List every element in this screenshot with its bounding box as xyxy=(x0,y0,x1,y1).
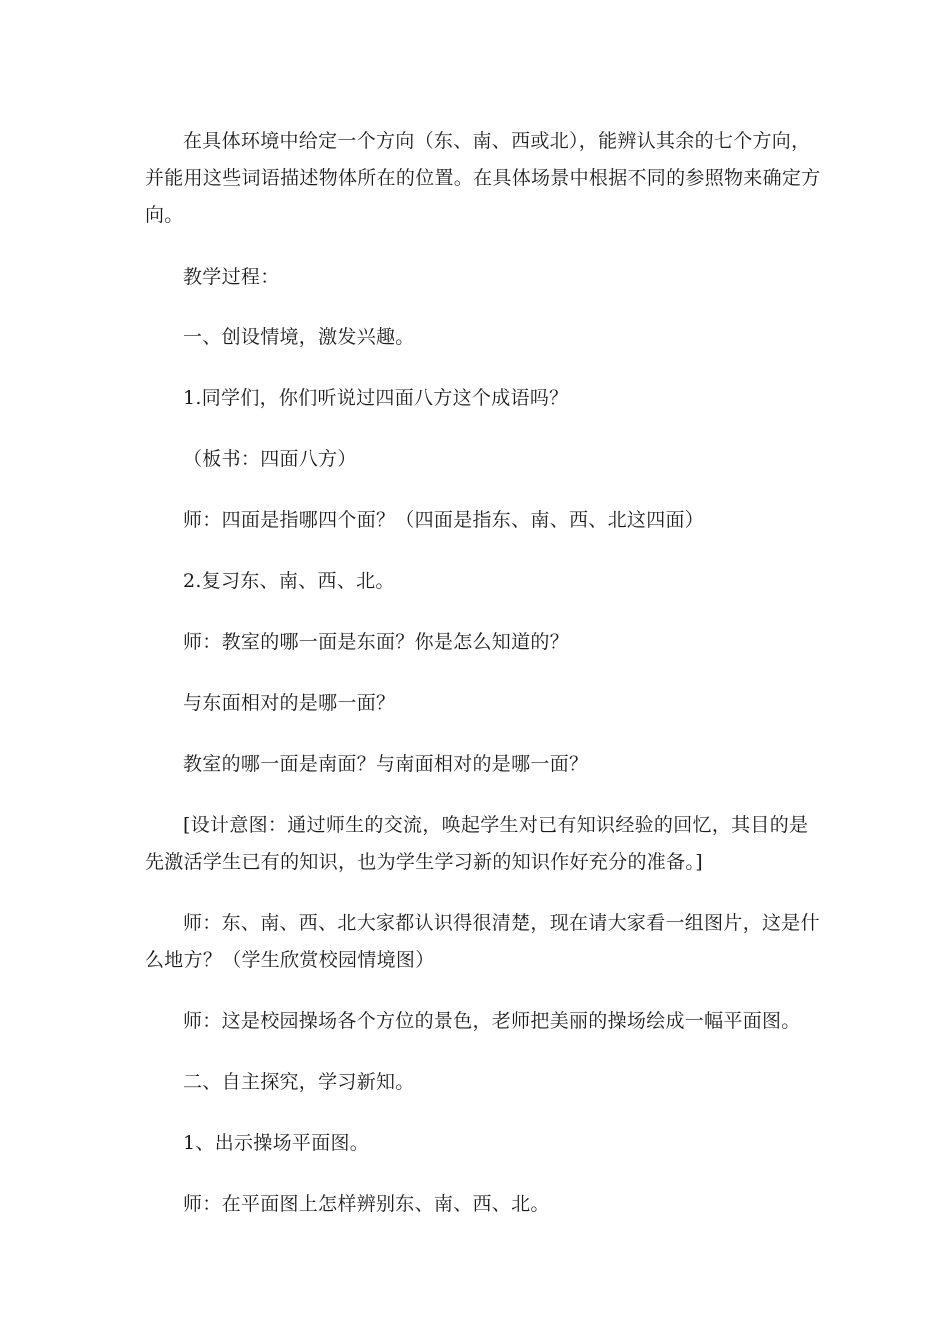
text-line: 师：东、南、西、北大家都认识得很清楚，现在请大家看一组图片，这是什 xyxy=(183,912,820,934)
text-line: 与东面相对的是哪一面？ xyxy=(183,692,396,714)
paragraph xyxy=(145,563,815,600)
paragraph xyxy=(145,624,815,661)
paragraph xyxy=(145,1186,815,1223)
paragraph xyxy=(145,441,815,478)
paragraph-design-intent xyxy=(145,807,815,881)
paragraph xyxy=(145,1125,815,1162)
text-line: 并能用这些词语描述物体所在的位置。在具体场景中根据不同的参照物来确定方 xyxy=(145,167,821,189)
text-line: 教学过程： xyxy=(183,266,280,288)
section-heading-1 xyxy=(145,319,815,356)
paragraph-process-heading xyxy=(145,259,815,296)
text-line: 在具体环境中给定一个方向（东、南、西或北），能辨认其余的七个方向， xyxy=(183,130,811,152)
text-line: [设计意图：通过师生的交流，唤起学生对已有知识经验的回忆，其目的是 xyxy=(183,814,809,836)
paragraph xyxy=(145,1003,815,1040)
text-line: 1、出示操场平面图。 xyxy=(183,1132,370,1154)
paragraph xyxy=(145,685,815,722)
text-line: 师：教室的哪一面是东面？你是怎么知道的？ xyxy=(183,631,570,653)
text-line: （板书：四面八方） xyxy=(183,448,357,470)
text-line: 向。 xyxy=(145,204,184,226)
section-heading-2 xyxy=(145,1064,815,1101)
text-line: 二、自主探究，学习新知。 xyxy=(183,1071,415,1093)
paragraph-objective xyxy=(145,123,821,234)
paragraph xyxy=(145,502,815,539)
text-line: 么地方？（学生欣赏校园情境图） xyxy=(145,949,435,971)
paragraph xyxy=(145,380,815,417)
paragraph xyxy=(145,746,815,783)
text-line: 师：这是校园操场各个方位的景色，老师把美丽的操场绘成一幅平面图。 xyxy=(183,1010,801,1032)
text-line: 2.复习东、南、西、北。 xyxy=(183,570,395,592)
text-line: 师：在平面图上怎样辨别东、南、西、北。 xyxy=(183,1193,550,1215)
text-line: 1.同学们，你们听说过四面八方这个成语吗？ xyxy=(183,387,569,409)
text-line: 一、创设情境，激发兴趣。 xyxy=(183,326,415,348)
text-line: 教室的哪一面是南面？与南面相对的是哪一面？ xyxy=(183,753,589,775)
text-line: 先激活学生已有的知识，也为学生学习新的知识作好充分的准备。] xyxy=(145,851,703,873)
text-line: 师：四面是指哪四个面？（四面是指东、南、西、北这四面） xyxy=(183,509,705,531)
paragraph xyxy=(145,905,820,979)
